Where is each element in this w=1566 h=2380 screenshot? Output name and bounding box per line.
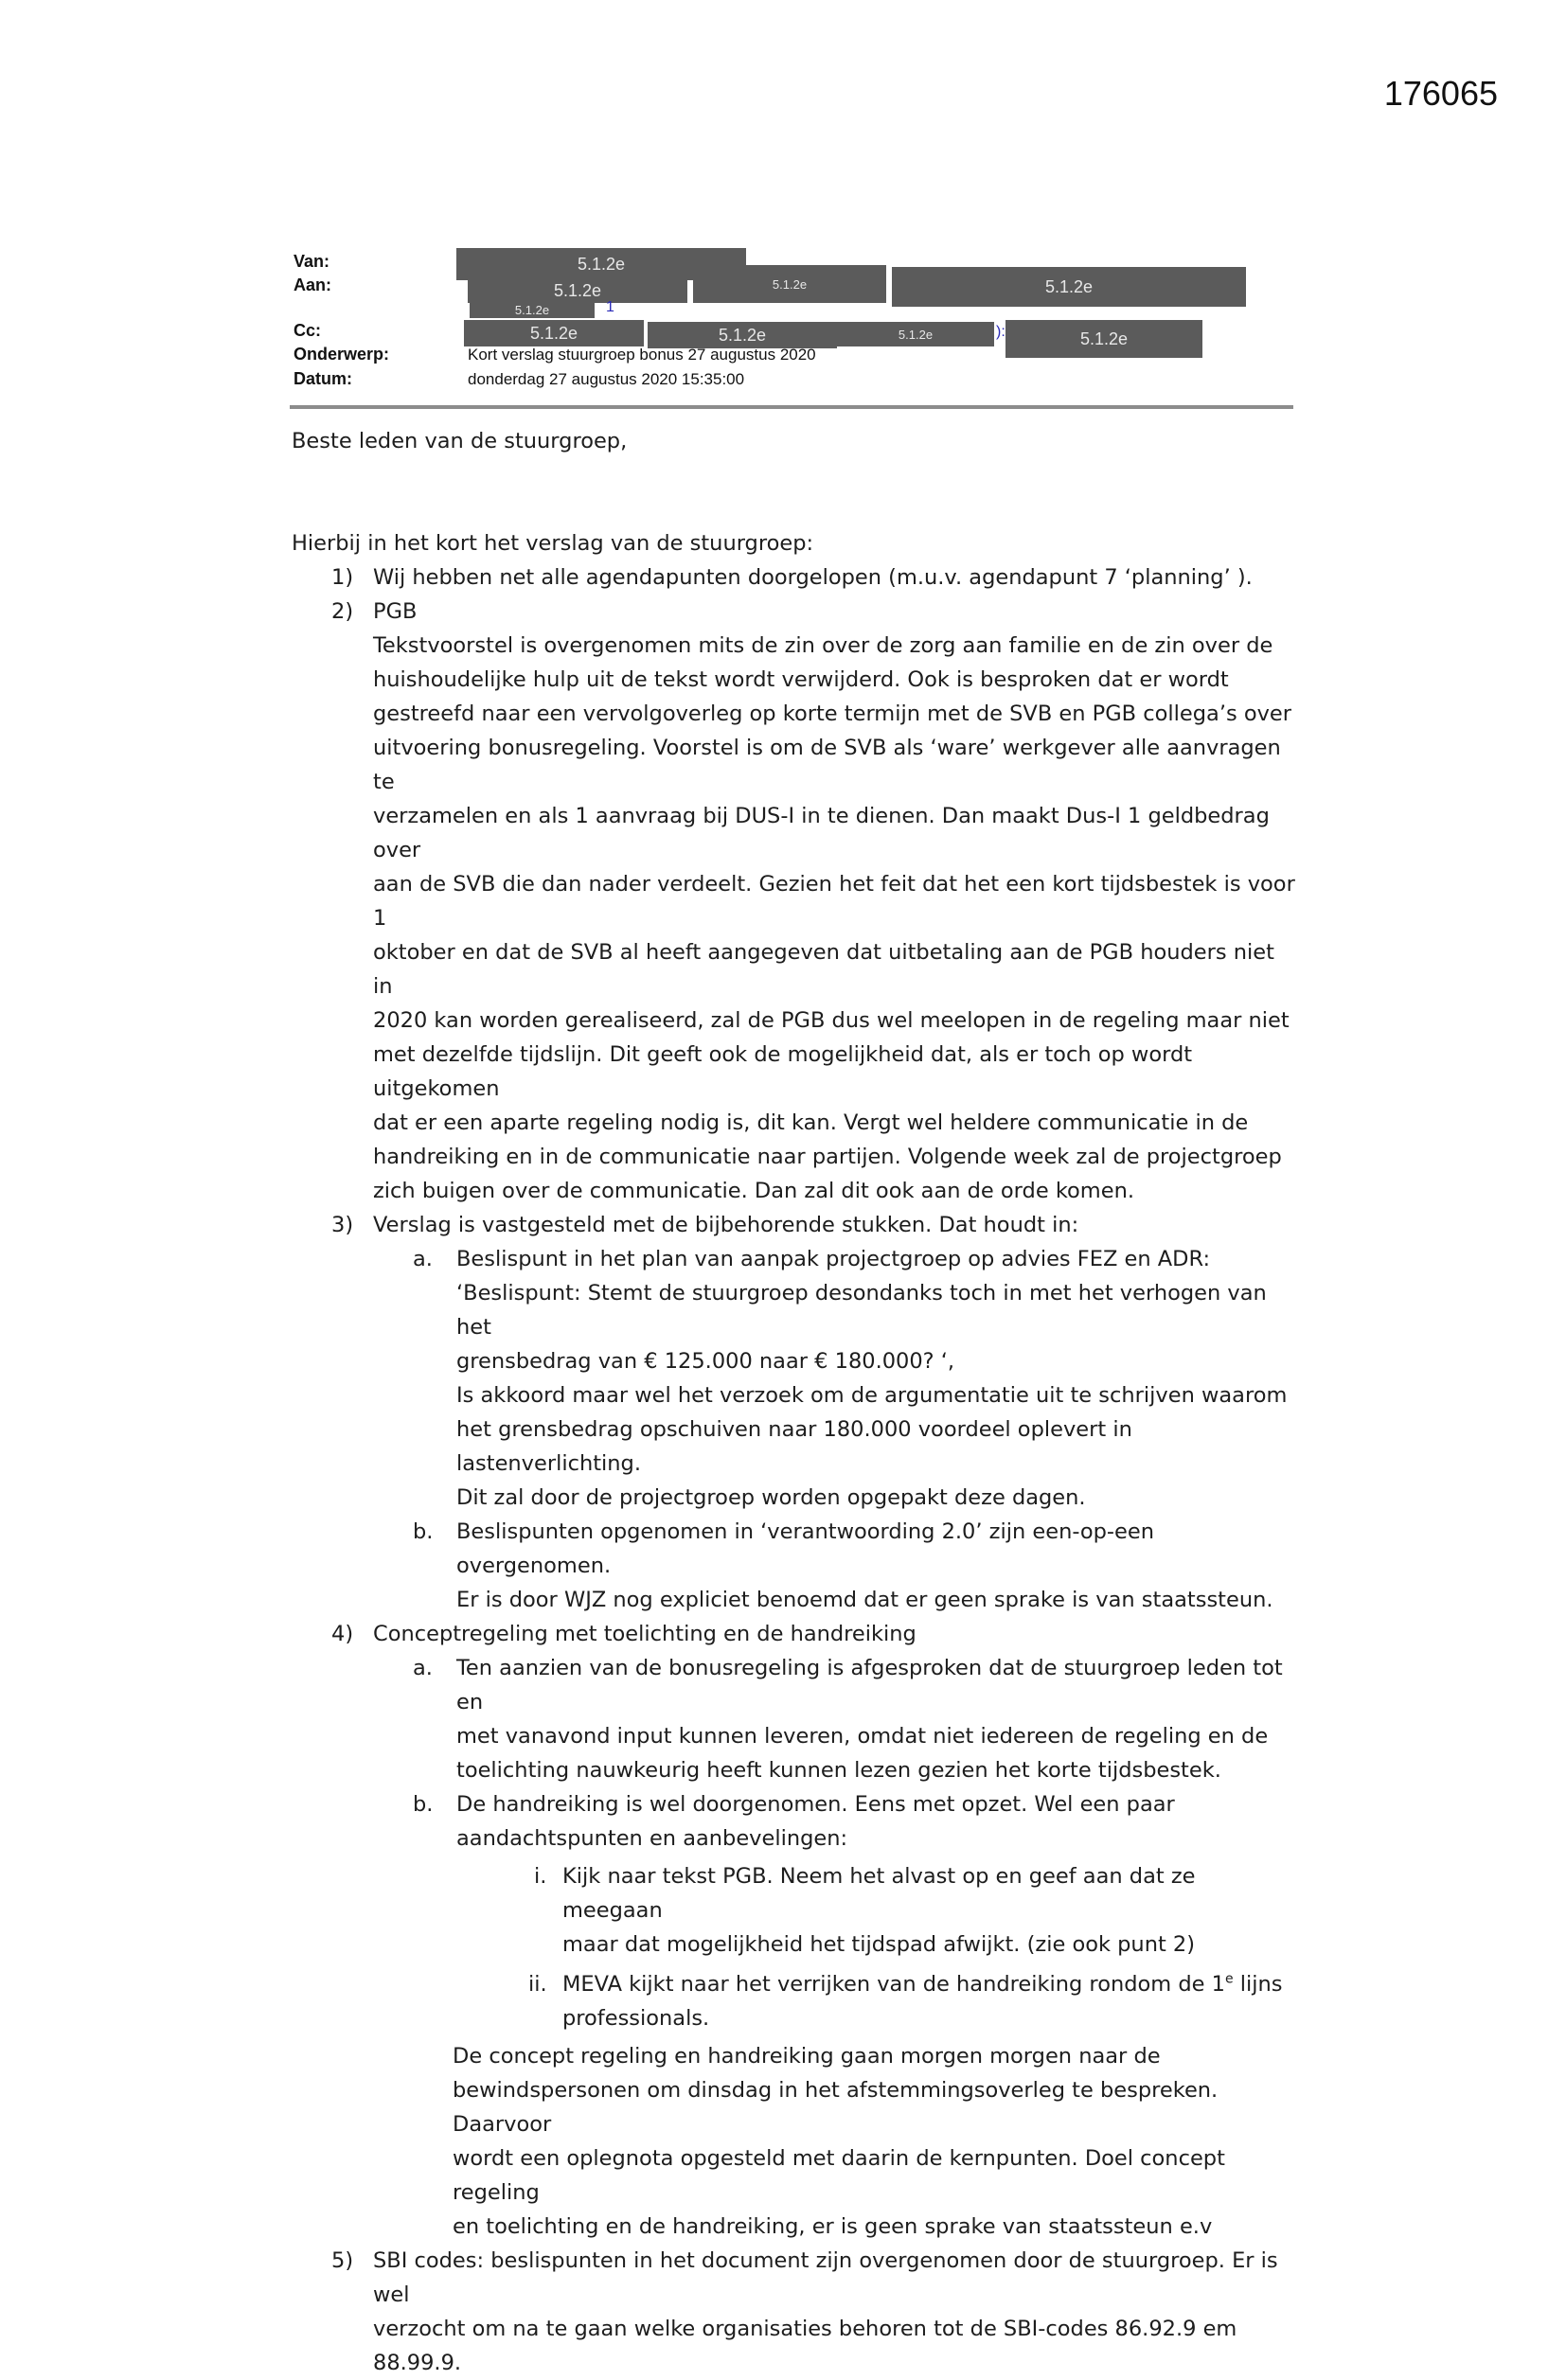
- redaction-box: 5.1.2e: [648, 322, 837, 348]
- link-fragment: 1: [606, 299, 614, 315]
- greeting: Beste leden van de stuurgroep,: [292, 429, 628, 453]
- subject-value: Kort verslag stuurgroep bonus 27 augustus 2020: [468, 346, 816, 364]
- redaction-box: 5.1.2e: [892, 267, 1246, 307]
- sub-list-item: a. Ten aanzien van de bonusregeling is afgesproken dat de stuurgroep leden tot en met vanavond input kunnen leveren, omdat niet iedereen de regeling en de toelichting nauwkeurig heeft kunnen lezen gezien het korte tijdsbestek.: [413, 1656, 1283, 1783]
- item-4-conclusion: De concept regeling en handreiking gaan morgen morgen naar de bewindspersonen om dinsdag in het afstemmingsoverleg te bespreken. Daarvoor wordt een oplegnota opgesteld met daarin de kernpunten. Doel concept regeling en toelichting en de handreiking, er is geen sprake van staatssteun e.v: [453, 2044, 1225, 2239]
- redaction-box: 5.1.2e: [1005, 320, 1202, 358]
- sub-list-item: a. Beslispunt in het plan van aanpak projectgroep op advies FEZ en ADR: ‘Beslispunt: Stemt de stuurgroep desondanks toch in met het verhogen van het grensbedrag van € 125.000 naar € 180.000? ‘, Is akkoord maar wel het verzoek om de argumentatie uit te schrijven waarom het grensbedrag opschuiven naar 180.000 voordeel oplevert in lastenverlichting. Dit zal door de projectgroep worden opgepakt deze dagen.: [413, 1247, 1288, 1510]
- redaction-box: 5.1.2e: [468, 278, 687, 303]
- cc-label: Cc:: [294, 321, 322, 340]
- list-item: 2) PGB Tekstvoorstel is overgenomen mits de zin over de zorg aan familie en de zin over de huishoudelijke hulp uit de tekst wordt verwijderd. Ook is besproken dat er wordt gestreefd naar een vervolgoverleg op korte termijn met de SVB en PGB collega’s over uitvoering bonusregeling. Voorstel is om de SVB als ‘ware’ werkgever alle aanvragen te verzamelen en als 1 aanvraag bij DUS-I in te dienen. Dan maakt Dus-I 1 geldbedrag over aan de SVB die dan nader verdeelt. Gezien het feit dat het een kort tijdsbestek is voor 1 oktober en dat de SVB al heeft aangegeven dat uitbetaling aan de PGB houders niet in 2020 kan worden gerealiseerd, zal de PGB dus wel meelopen in de regeling maar niet met dezelfde tijdslijn. Dit geeft ook de mogelijkheid dat, als er toch op wordt uitgekomen dat er een aparte regeling nodig is, dit kan. Vergt wel heldere communicatie in de handreiking en in de communicatie naar partijen. Volgende week zal de projectgroep zich buigen over de communicatie. Dan zal dit ook aan de orde komen.: [331, 599, 1295, 1203]
- document-number: 176065: [1383, 74, 1498, 113]
- list-item: 1) Wij hebben net alle agendapunten doorgelopen (m.u.v. agendapunt 7 ‘planning’ ).: [331, 565, 1253, 590]
- link-fragment: ):: [996, 324, 1005, 340]
- sub-sub-list-item: i. Kijk naar tekst PGB. Neem het alvast op en geef aan dat ze meegaan maar dat mogelijkheid het tijdspad afwijkt. (zie ook punt 2): [534, 1864, 1196, 1957]
- sub-sub-list-item: ii. MEVA kijkt naar het verrijken van de handreiking rondom de 1e lijns professionals.: [528, 1971, 1283, 2031]
- list-item: 5) SBI codes: beslispunten in het document zijn overgenomen door de stuurgroep. Er is wel verzocht om na te gaan welke organisaties behoren tot de SBI-codes 86.92.9 em 88.99.9.: [331, 2248, 1278, 2375]
- list-item: 3) Verslag is vastgesteld met de bijbehorende stukken. Dat houdt in:: [331, 1213, 1079, 1237]
- redaction-box: 5.1.2e: [693, 265, 886, 303]
- onderwerp-label: Onderwerp:: [294, 345, 390, 364]
- header-divider: [290, 405, 1293, 409]
- redaction-box: 5.1.2e: [456, 248, 746, 280]
- sub-list-item: b. De handreiking is wel doorgenomen. Eens met opzet. Wel een paar aandachtspunten en aanbevelingen:: [413, 1792, 1175, 1851]
- datum-label: Datum:: [294, 369, 352, 388]
- date-value: donderdag 27 augustus 2020 15:35:00: [468, 370, 745, 388]
- sub-list-item: b. Beslispunten opgenomen in ‘verantwoording 2.0’ zijn een-op-een overgenomen. Er is door WJZ nog expliciet benoemd dat er geen sprake is van staatssteun.: [413, 1519, 1273, 1612]
- redaction-box: 5.1.2e: [470, 301, 595, 318]
- intro-line: Hierbij in het kort het verslag van de stuurgroep:: [292, 531, 814, 556]
- list-item: 4) Conceptregeling met toelichting en de handreiking: [331, 1622, 916, 1646]
- redaction-box: 5.1.2e: [464, 320, 644, 346]
- email-body: [292, 424, 1295, 2380]
- redaction-box: 5.1.2e: [837, 322, 994, 346]
- aan-label: Aan:: [294, 275, 331, 294]
- van-label: Van:: [294, 252, 330, 271]
